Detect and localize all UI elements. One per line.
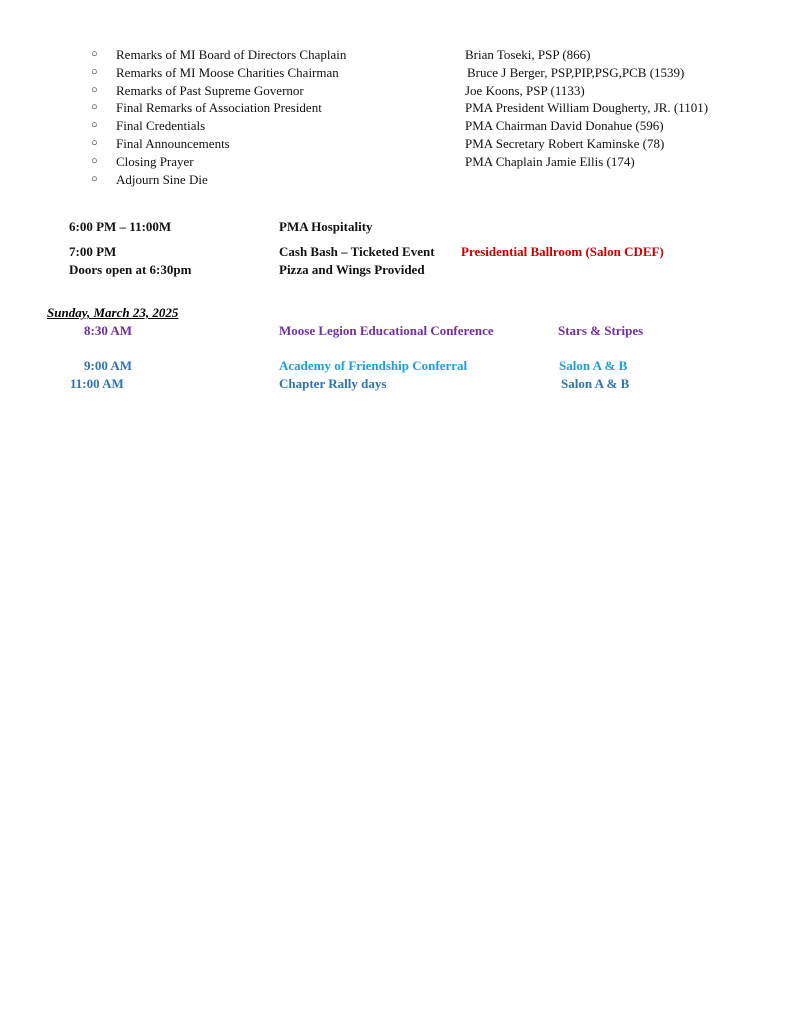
list-item — [0, 153, 791, 171]
list-item — [0, 117, 791, 135]
sunday-event-location: Salon A & B — [559, 358, 628, 373]
list-item — [0, 135, 791, 153]
sunday-date-heading: Sunday, March 23, 2025 — [47, 305, 179, 320]
cash-bash-time: 7:00 PM — [69, 244, 117, 259]
sunday-event-location: Stars & Stripes — [558, 323, 644, 338]
bullet-icon: ○ — [91, 101, 98, 114]
list-item — [0, 64, 791, 82]
agenda-item-title: Final Announcements — [116, 135, 230, 151]
sunday-event-title: Academy of Friendship Conferral — [279, 358, 468, 373]
bullet-icon: ○ — [91, 154, 98, 167]
bullet-icon: ○ — [91, 172, 98, 185]
sunday-event-time: 9:00 AM — [84, 358, 133, 373]
agenda-item-title: Remarks of MI Board of Directors Chaplain — [116, 47, 347, 62]
hospitality-event: PMA Hospitality — [279, 219, 373, 234]
sunday-event-location: Salon A & B — [561, 376, 630, 391]
bullet-icon: ○ — [91, 136, 98, 149]
bullet-icon: ○ — [91, 48, 98, 60]
agenda-item-title: Adjourn Sine Die — [116, 171, 208, 187]
agenda-item-speaker: Brian Toseki, PSP (866) — [465, 47, 591, 62]
agenda-item-speaker: Joe Koons, PSP (1133) — [465, 82, 585, 98]
agenda-item-speaker: Bruce J Berger, PSP,PIP,PSG,PCB (1539) — [467, 64, 685, 80]
agenda-item-title: Remarks of MI Moose Charities Chairman — [116, 64, 339, 80]
cash-bash-location: Presidential Ballroom (Salon CDEF) — [461, 244, 664, 259]
doors-open-note: Doors open at 6:30pm — [69, 262, 192, 277]
list-item — [0, 82, 791, 100]
hospitality-time: 6:00 PM – 11:00M — [69, 219, 172, 234]
list-item — [0, 171, 791, 189]
agenda-item-speaker: PMA Chaplain Jamie Ellis (174) — [465, 153, 635, 169]
agenda-item-speaker: PMA Secretary Robert Kaminske (78) — [465, 135, 665, 151]
bullet-icon: ○ — [91, 119, 98, 132]
cash-bash-event: Cash Bash – Ticketed Event — [279, 244, 435, 259]
agenda-item-title: Final Credentials — [116, 118, 206, 134]
agenda-item-title: Remarks of Past Supreme Governor — [116, 82, 304, 98]
sunday-event-time: 8:30 AM — [84, 323, 133, 338]
sunday-event-title: Chapter Rally days — [279, 376, 387, 391]
sunday-event-title: Moose Legion Educational Conference — [279, 323, 494, 338]
bullet-icon: ○ — [91, 65, 98, 78]
agenda-list — [0, 46, 791, 188]
agenda-item-title: Final Remarks of Association President — [116, 100, 322, 116]
agenda-item-title: Closing Prayer — [116, 153, 194, 169]
list-item — [0, 46, 791, 64]
sunday-event-time: 11:00 AM — [70, 376, 124, 391]
agenda-item-speaker: PMA Chairman David Donahue (596) — [465, 118, 664, 134]
list-item — [0, 99, 791, 117]
agenda-item-speaker: PMA President William Dougherty, JR. (1101) — [465, 100, 709, 116]
bullet-icon: ○ — [91, 83, 98, 96]
food-note: Pizza and Wings Provided — [279, 262, 425, 277]
